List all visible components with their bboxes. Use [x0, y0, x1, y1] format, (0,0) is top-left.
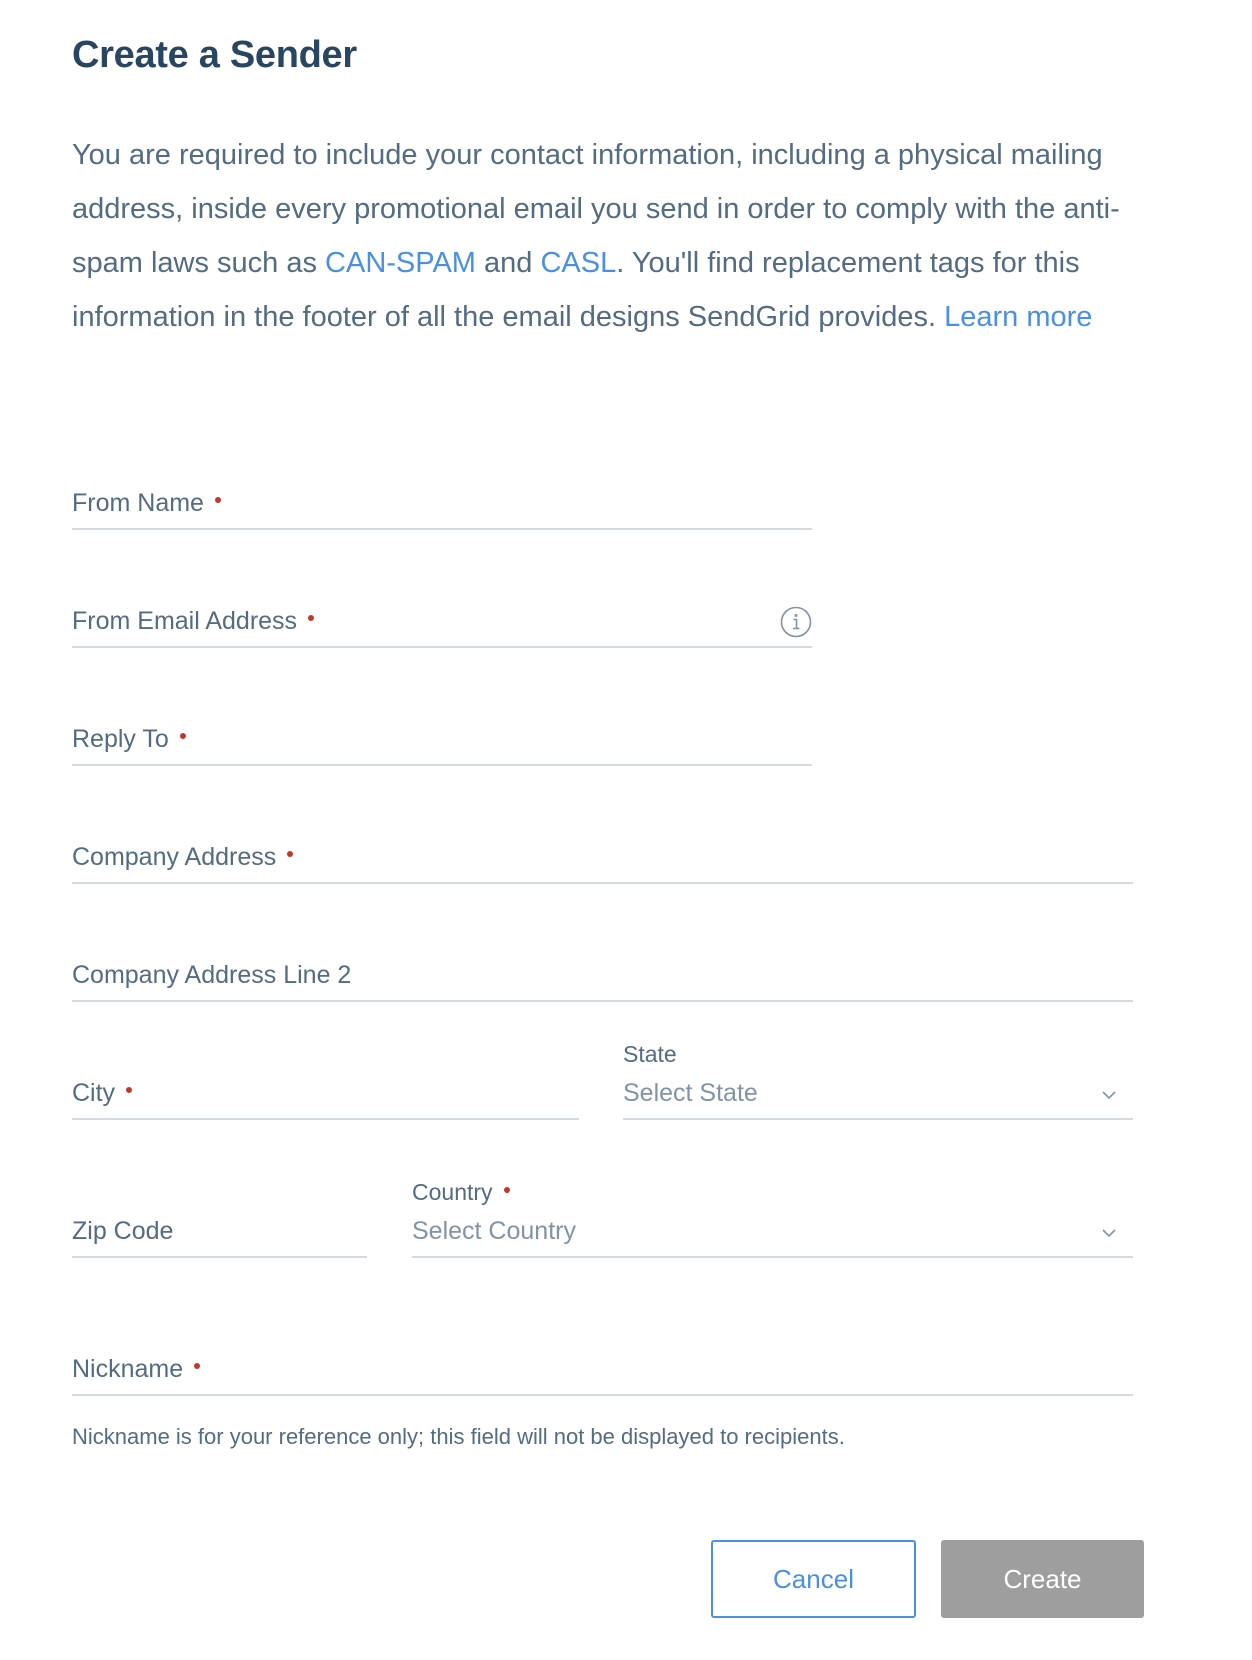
city-label: City: [72, 1079, 132, 1108]
can-spam-link[interactable]: CAN-SPAM: [325, 247, 476, 279]
cancel-button[interactable]: Cancel: [711, 1540, 916, 1618]
required-indicator: [126, 1087, 132, 1093]
state-select[interactable]: [623, 1030, 1133, 1120]
from-name-field[interactable]: [72, 470, 812, 530]
create-button[interactable]: Create: [941, 1540, 1144, 1618]
info-icon[interactable]: [780, 606, 812, 638]
country-value: Select Country: [412, 1217, 576, 1245]
reply-to-label: Reply To: [72, 725, 186, 754]
from-email-field[interactable]: [72, 588, 812, 648]
from-email-label: From Email Address: [72, 607, 314, 636]
required-indicator: [504, 1187, 510, 1193]
city-field[interactable]: [72, 1060, 579, 1120]
nickname-field[interactable]: [72, 1336, 1133, 1396]
state-value: Select State: [623, 1079, 758, 1107]
zip-code-field[interactable]: [72, 1198, 367, 1258]
intro-paragraph: [72, 128, 1172, 344]
company-address-label: Company Address: [72, 843, 293, 872]
chevron-down-icon: [1101, 1228, 1117, 1238]
from-name-label: From Name: [72, 489, 221, 518]
casl-link[interactable]: CASL: [540, 247, 617, 279]
required-indicator: [287, 851, 293, 857]
nickname-helper-text: Nickname is for your reference only; this field will not be displayed to recipients.: [72, 1424, 845, 1449]
company-address-line2-field[interactable]: [72, 942, 1133, 1002]
required-indicator: [180, 733, 186, 739]
learn-more-link[interactable]: Learn more: [944, 301, 1093, 333]
zip-code-label: Zip Code: [72, 1217, 174, 1245]
intro-text-3: . You'll find replacement tags for this information in the footer of all the email designs SendGrid provides.: [72, 247, 1080, 333]
chevron-down-icon: [1101, 1090, 1117, 1100]
country-select[interactable]: [412, 1168, 1133, 1258]
country-label: Country: [412, 1179, 510, 1206]
intro-text-2: and: [475, 247, 541, 279]
company-address-line2-label: Company Address Line 2: [72, 961, 352, 989]
company-address-field[interactable]: [72, 824, 1133, 884]
nickname-label: Nickname: [72, 1355, 200, 1384]
required-indicator: [308, 615, 314, 621]
state-label: State: [623, 1041, 677, 1067]
page-title: Create a Sender: [72, 34, 357, 76]
intro-text-1: You are required to include your contact information, including a physical mailing address, inside every promotional email you send in order to comply with the anti-spam laws such as: [72, 139, 1120, 279]
reply-to-field[interactable]: [72, 706, 812, 766]
required-indicator: [215, 497, 221, 503]
required-indicator: [194, 1363, 200, 1369]
